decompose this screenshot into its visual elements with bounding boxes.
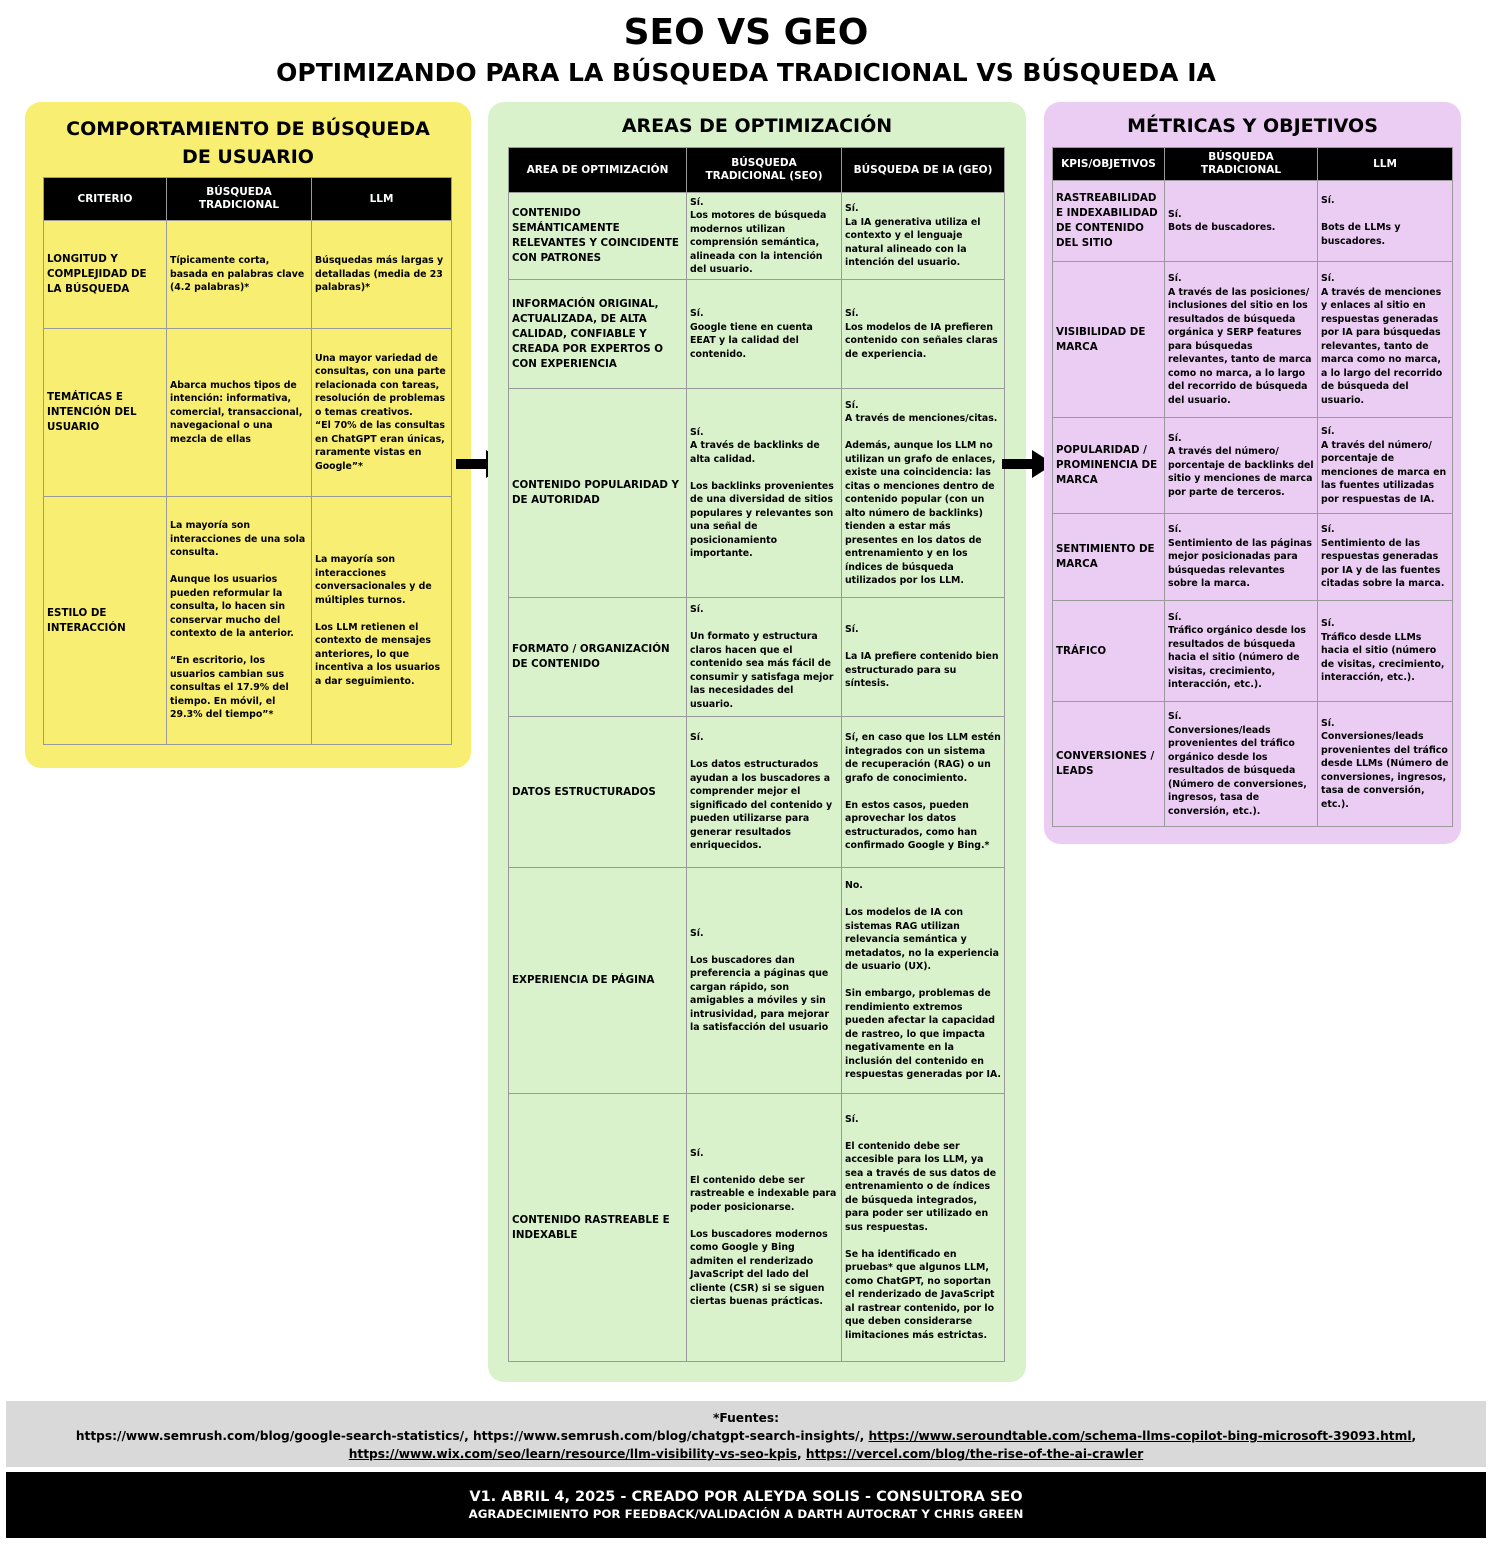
row-area: EXPERIENCIA DE PÁGINA [509,868,687,1094]
row-seo: Sí. Los datos estructurados ayudan a los buscadores a comprender mejor el significado del contenido y pueden utilizarse para generar resultados enriquecidos. [687,717,842,868]
table-row [509,717,1005,868]
source-link-wix[interactable]: https://www.wix.com/seo/learn/resource/llm-visibility-vs-seo-kpis [348,1447,798,1461]
sources-box [6,1401,1486,1467]
row-kpi: VISIBILIDAD DE MARCA [1053,262,1165,418]
optimization-areas-table [508,147,1005,1362]
metrics-panel [1044,102,1461,844]
row-kpi: RASTREABILIDAD E INDEXABILIDAD DE CONTENIDO DEL SITIO [1053,181,1165,262]
table-row [44,221,452,329]
row-llm: Sí. A través del número/ porcentaje de menciones de marca en las fuentes utilizadas por respuestas de IA. [1318,418,1453,514]
row-seo: Sí. Los buscadores dan preferencia a páginas que cargan rápido, son amigables a móviles y sin intrusividad, para mejorar la satisfacción del usuario [687,868,842,1094]
table-row [1053,702,1453,827]
row-llm: Sí. A través de menciones y enlaces al sitio en respuestas generadas por IA para búsquedas relevantes, tanto de marca como no marca, a lo largo del recorrido de búsqueda del usuario. [1318,262,1453,418]
optimization-areas-panel [488,102,1026,1382]
row-seo: Sí. Los motores de búsqueda modernos utilizan comprensión semántica, alineada con la intención del usuario. [687,193,842,280]
row-geo: Sí, en caso que los LLM estén integrados con un sistema de recuperación (RAG) o un grafo de conocimiento. En estos casos, pueden aprovechar los datos estructurados, como han confirmado Google y Bing.* [842,717,1005,868]
table-row [509,1094,1005,1362]
row-geo: No. Los modelos de IA con sistemas RAG utilizan relevancia semántica y metadatos, no la experiencia de usuario (UX). Sin embargo, problemas de rendimiento extremos pueden afectar la capacidad de rastreo, lo que impacta negativamente en la inclusión del contenido en respuestas generadas por IA. [842,868,1005,1094]
row-traditional: Sí. A través del número/ porcentaje de backlinks del sitio y menciones de marca por parte de terceros. [1165,418,1318,514]
row-traditional: Sí. A través de las posiciones/ inclusiones del sitio en los resultados de búsqueda orgánica y SERP features para búsquedas relevantes, tanto de marca como no marca, a lo largo del recorrido de búsqueda del usuario. [1165,262,1318,418]
row-kpi: POPULARIDAD / PROMINENCIA DE MARCA [1053,418,1165,514]
row-seo: Sí. Un formato y estructura claros hacen que el contenido sea más fácil de consumir y satisfaga mejor las necesidades del usuario. [687,598,842,717]
column-header-llm: LLM [1318,148,1453,181]
user-behavior-title: COMPORTAMIENTO DE BÚSQUEDA DE USUARIO [66,118,430,168]
row-kpi: CONVERSIONES / LEADS [1053,702,1165,827]
row-area: CONTENIDO POPULARIDAD Y DE AUTORIDAD [509,389,687,598]
row-traditional: Sí. Sentimiento de las páginas mejor posicionadas para búsquedas relevantes sobre la marca. [1165,514,1318,601]
row-llm: Sí. Sentimiento de las respuestas generadas por IA y de las fuentes citadas sobre la marca. [1318,514,1453,601]
table-row [44,497,452,745]
footer-thanks: AGRADECIMIENTO POR FEEDBACK/VALIDACIÓN A DARTH AUTOCRAT Y CHRIS GREEN [468,1507,1024,1521]
table-row [509,389,1005,598]
row-llm: Una mayor variedad de consultas, con una parte relacionada con tareas, resolución de problemas o temas creativos. “El 70% de las consultas en ChatGPT eran únicas, raramente vistas en Google”* [312,329,452,497]
row-llm: La mayoría son interacciones conversacionales y de múltiples turnos. Los LLM retienen el contexto de mensajes anteriores, lo que incentiva a los usuarios a dar seguimiento. [312,497,452,745]
row-geo: Sí. La IA prefiere contenido bien estructurado para su síntesis. [842,598,1005,717]
sources-separator: , [797,1447,806,1461]
row-geo: Sí. Los modelos de IA prefieren contenido con señales claras de experiencia. [842,280,1005,389]
row-llm: Sí. Tráfico desde LLMs hacia el sitio (número de visitas, crecimiento, interacción, etc.). [1318,601,1453,702]
source-link-vercel[interactable]: https://vercel.com/blog/the-rise-of-the-ai-crawler [805,1447,1144,1461]
row-geo: Sí. La IA generativa utiliza el contexto y el lenguaje natural alineado con la intención del usuario. [842,193,1005,280]
table-row [509,280,1005,389]
optimization-areas-title: AREAS DE OPTIMIZACIÓN [621,115,893,137]
row-seo: Sí. El contenido debe ser rastreable e indexable para poder posicionarse. Los buscadores modernos como Google y Bing admiten el renderizado JavaScript del lado del cliente (CSR) si se siguen ciertas buenas prácticas. [687,1094,842,1362]
footer-credit: V1. ABRIL 4, 2025 - CREADO POR ALEYDA SOLIS - CONSULTORA SEO [469,1489,1023,1505]
row-geo: Sí. El contenido debe ser accesible para los LLM, ya sea a través de sus datos de entrenamiento o de índices de búsqueda integrados, para poder ser utilizado en sus respuestas. Se ha identificado en pruebas* que algunos LLM, como ChatGPT, no soportan el renderizado de JavaScript al rastrear contenido, por lo que deben considerarse limitaciones más estrictas. [842,1094,1005,1362]
row-area: CONTENIDO RASTREABLE E INDEXABLE [509,1094,687,1362]
table-row [1053,601,1453,702]
row-area: CONTENIDO SEMÁNTICAMENTE RELEVANTES Y COINCIDENTE CON PATRONES [509,193,687,280]
row-kpi: SENTIMIENTO DE MARCA [1053,514,1165,601]
sources-plain-links[interactable]: https://www.semrush.com/blog/google-search-statistics/, https://www.semrush.com/blog/chatgpt-search-insights/, [75,1429,869,1443]
sources-line-1 [6,1427,1486,1445]
row-traditional: Abarca muchos tipos de intención: informativa, comercial, transaccional, navegacional o una mezcla de ellas [167,329,312,497]
column-header-kpis: KPIS/OBJETIVOS [1053,148,1165,181]
table-row [1053,181,1453,262]
row-criterion: LONGITUD Y COMPLEJIDAD DE LA BÚSQUEDA [44,221,167,329]
column-header-tradicional: BÚSQUEDA TRADICIONAL [167,178,312,221]
row-traditional: Sí. Conversiones/leads provenientes del tráfico orgánico desde los resultados de búsqueda (Número de conversiones, ingresos, tasa de conversión, etc.). [1165,702,1318,827]
column-header-criterio: CRITERIO [44,178,167,221]
row-criterion: TEMÁTICAS E INTENCIÓN DEL USUARIO [44,329,167,497]
table-row [1053,514,1453,601]
table-row [509,193,1005,280]
table-row [1053,262,1453,418]
row-area: INFORMACIÓN ORIGINAL, ACTUALIZADA, DE ALTA CALIDAD, CONFIABLE Y CREADA POR EXPERTOS O CON EXPERIENCIA [509,280,687,389]
row-seo: Sí. A través de backlinks de alta calidad. Los backlinks provenientes de una diversidad de sitios populares y relevantes son una señal de posicionamiento importante. [687,389,842,598]
column-header-area: AREA DE OPTIMIZACIÓN [509,148,687,193]
row-kpi: TRÁFICO [1053,601,1165,702]
sources-line-2 [6,1445,1486,1463]
column-header-llm: LLM [312,178,452,221]
user-behavior-table [43,177,452,745]
source-link-seroundtable[interactable]: https://www.seroundtable.com/schema-llms-copilot-bing-microsoft-39093.html [868,1429,1412,1443]
column-header-seo: BÚSQUEDA TRADICIONAL (SEO) [687,148,842,193]
user-behavior-panel [25,102,471,768]
metrics-table [1052,147,1453,827]
row-area: FORMATO / ORGANIZACIÓN DE CONTENIDO [509,598,687,717]
sources-separator: , [1411,1429,1417,1443]
footer [6,1472,1486,1538]
table-row [44,329,452,497]
page-subtitle: OPTIMIZANDO PARA LA BÚSQUEDA TRADICIONAL VS BÚSQUEDA IA [276,58,1216,87]
row-traditional: Típicamente corta, basada en palabras clave (4.2 palabras)* [167,221,312,329]
table-row [1053,418,1453,514]
row-area: DATOS ESTRUCTURADOS [509,717,687,868]
table-row [509,868,1005,1094]
page-title: SEO VS GEO [623,12,869,53]
sources-label: *Fuentes: [713,1411,779,1425]
row-traditional: Sí. Tráfico orgánico desde los resultados de búsqueda hacia el sitio (número de visitas, crecimiento, interacción, etc.). [1165,601,1318,702]
row-traditional: Sí. Bots de buscadores. [1165,181,1318,262]
row-llm: Sí. Conversiones/leads provenientes del tráfico desde LLMs (Número de conversiones, ingresos, tasa de conversión, etc.). [1318,702,1453,827]
row-criterion: ESTILO DE INTERACCIÓN [44,497,167,745]
column-header-geo: BÚSQUEDA DE IA (GEO) [842,148,1005,193]
row-llm: Sí. Bots de LLMs y buscadores. [1318,181,1453,262]
row-traditional: La mayoría son interacciones de una sola consulta. Aunque los usuarios pueden reformular la consulta, lo hacen sin conservar mucho del contexto de la anterior. “En escritorio, los usuarios cambian sus consultas el 17.9% del tiempo. En móvil, el 29.3% del tiempo”* [167,497,312,745]
row-seo: Sí. Google tiene en cuenta EEAT y la calidad del contenido. [687,280,842,389]
table-row [509,598,1005,717]
metrics-title: MÉTRICAS Y OBJETIVOS [1127,115,1378,137]
row-geo: Sí. A través de menciones/citas. Además, aunque los LLM no utilizan un grafo de enlaces, existe una coincidencia: las citas o menciones dentro de contenido popular (con un alto número de backlinks) tienden a estar más presentes en los datos de entrenamiento y en los índices de búsqueda utilizados por los LLM. [842,389,1005,598]
row-llm: Búsquedas más largas y detalladas (media de 23 palabras)* [312,221,452,329]
column-header-tradicional: BÚSQUEDA TRADICIONAL [1165,148,1318,181]
